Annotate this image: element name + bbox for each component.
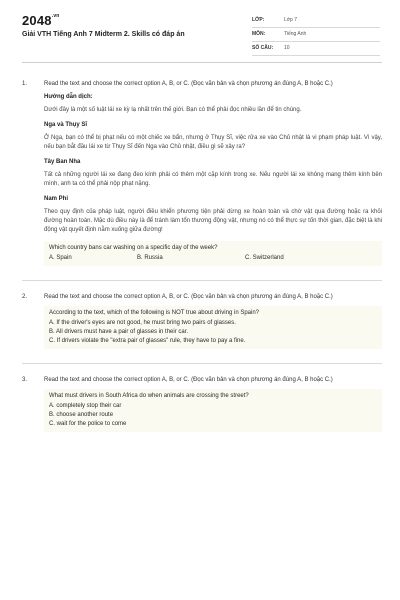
option-c[interactable]: C. Switzerland bbox=[245, 255, 284, 261]
meta-table bbox=[252, 14, 380, 56]
option-a[interactable]: A. If the driver's eyes are not good, he must bring two pairs of glasses. bbox=[49, 320, 236, 326]
question-1 bbox=[22, 80, 382, 266]
site-logo[interactable] bbox=[22, 13, 60, 28]
section-title: Nga và Thụy Sĩ bbox=[44, 122, 88, 128]
question-body bbox=[44, 80, 382, 266]
question-text: Read the text and choose the correct option A, B, or C. (Đọc văn bản và chọn phương án đúng A, B hoặc C.) bbox=[44, 377, 333, 383]
question-number: 2. bbox=[22, 294, 28, 300]
option-b[interactable]: B. Russia bbox=[137, 255, 163, 261]
meta-value: Tiếng Anh bbox=[284, 31, 307, 37]
meta-row-class bbox=[252, 14, 380, 28]
logo-suffix: .vn bbox=[51, 13, 60, 19]
section-text: Theo quy định của pháp luật, người điều khiển phương tiện phải dừng xe hoàn toàn và chờ vật qua đường hoặc ra khỏi đường hoàn toàn. Mặc dù điều này là để tránh làm tổn thương động vật, nhưng nó có thể thực sự tốn thời gian, đặc biệt là khi động vật quyết định nằm xuống giữa đường! bbox=[44, 209, 382, 233]
option-b[interactable]: B. choose another route bbox=[49, 412, 114, 418]
meta-key: LỚP: bbox=[252, 17, 265, 23]
document-content bbox=[22, 80, 382, 432]
meta-row-subject bbox=[252, 28, 380, 42]
option-b[interactable]: B. All drivers must have a pair of glasses in their car. bbox=[49, 329, 189, 335]
meta-key: MÔN: bbox=[252, 31, 266, 37]
question-stem: What must drivers in South Africa do when animals are crossing the street? bbox=[49, 393, 249, 399]
options-row bbox=[49, 254, 377, 263]
question-stem: According to the text, which of the following is NOT true about driving in Spain? bbox=[49, 310, 260, 316]
question-box bbox=[44, 306, 382, 349]
option-c[interactable]: C. wait for the police to come bbox=[49, 421, 127, 427]
header-divider bbox=[22, 62, 382, 63]
divider bbox=[22, 280, 382, 281]
guide-title: Hướng dẫn dịch: bbox=[44, 94, 93, 100]
option-c[interactable]: C. If drivers violate the "extra pair of glasses" rule, they have to pay a fine. bbox=[49, 338, 246, 344]
option-a[interactable]: A. Spain bbox=[49, 255, 72, 261]
meta-key: SỐ CÂU: bbox=[252, 45, 274, 51]
divider bbox=[22, 363, 382, 364]
page-header bbox=[0, 0, 400, 62]
question-box bbox=[44, 241, 382, 266]
section-text: Tất cả những người lái xe đang đeo kính phải có thêm một cặp kính trong xe. Nếu người lái xe không mang thêm kính bên mình, anh ta có thể phải nộp phạt nặng. bbox=[44, 172, 382, 187]
question-number: 1. bbox=[22, 81, 28, 87]
question-stem: Which country bans car washing on a specific day of the week? bbox=[49, 245, 218, 251]
section-title: Tây Ban Nha bbox=[44, 159, 81, 165]
meta-value: 10 bbox=[284, 45, 290, 51]
question-body bbox=[44, 376, 382, 432]
section-title: Nam Phi bbox=[44, 196, 69, 202]
question-text: Read the text and choose the correct option A, B, or C. (Đọc văn bản và chọn phương án đúng A, B hoặc C.) bbox=[44, 294, 333, 300]
meta-value: Lớp 7 bbox=[284, 17, 298, 23]
document-title: Giải VTH Tiếng Anh 7 Midterm 2. Skills có đáp án bbox=[22, 31, 185, 38]
guide-text: Dưới đây là một số luật lái xe kỳ lạ nhất trên thế giới. Bạn có thể phải đọc nhiều lần để tin chúng. bbox=[44, 107, 302, 113]
question-number: 3. bbox=[22, 377, 28, 383]
option-a[interactable]: A. completely stop their car bbox=[49, 403, 122, 409]
question-box bbox=[44, 389, 382, 432]
meta-row-count bbox=[252, 42, 380, 56]
logo-text: 2048 bbox=[22, 13, 52, 28]
question-text: Read the text and choose the correct option A, B, or C. (Đọc văn bản và chọn phương án đúng A, B hoặc C.) bbox=[44, 81, 333, 87]
question-body bbox=[44, 293, 382, 349]
question-2 bbox=[22, 293, 382, 349]
question-3 bbox=[22, 376, 382, 432]
section-text: Ở Nga, bạn có thể bị phạt nếu có một chiếc xe bẩn, nhưng ở Thụy Sĩ, việc rửa xe vào Chủ nhật là vi phạm pháp luật. Vì vậy, nếu bạn bắt đầu lái xe từ Thụy Sĩ đến Nga vào Chủ nhật, điều gì sẽ xảy ra? bbox=[44, 135, 382, 150]
